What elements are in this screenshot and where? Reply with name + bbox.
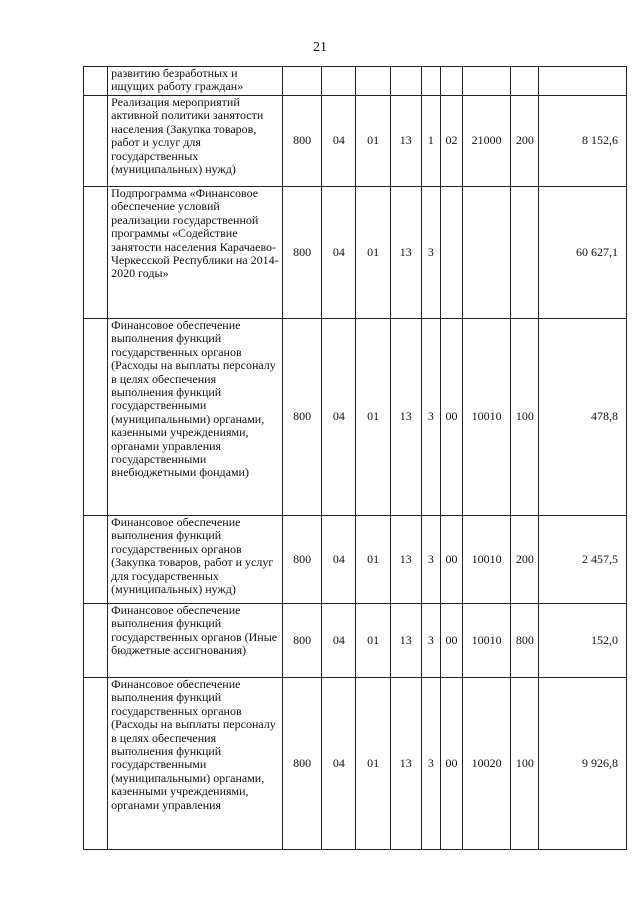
expense-type-code: 100 bbox=[511, 319, 539, 516]
table-row bbox=[84, 96, 627, 187]
program-code: 13 bbox=[390, 96, 421, 187]
amount: 2 457,5 bbox=[539, 516, 627, 604]
blank-cell bbox=[84, 187, 108, 319]
table-row bbox=[84, 678, 627, 850]
item-name: Финансовое обеспечение выполнения функций государственных органов (Иные бюджетные ассигнования) bbox=[108, 604, 283, 678]
admin-code: 800 bbox=[283, 187, 322, 319]
admin-code: 800 bbox=[283, 516, 322, 604]
direction-code: 10010 bbox=[463, 604, 511, 678]
admin-code: 800 bbox=[283, 678, 322, 850]
activity-code bbox=[440, 187, 462, 319]
expense-type-code bbox=[511, 67, 539, 96]
activity-code bbox=[440, 67, 462, 96]
blank-cell bbox=[84, 604, 108, 678]
item-name: Финансовое обеспечение выполнения функций государственных органов (Закупка товаров, работ и услуг для государственных (муниципальных) нужд) bbox=[108, 516, 283, 604]
budget-table bbox=[83, 66, 627, 850]
activity-code: 00 bbox=[440, 516, 462, 604]
direction-code: 10010 bbox=[463, 319, 511, 516]
subsection-code: 01 bbox=[356, 678, 390, 850]
subprogram-code: 3 bbox=[421, 516, 440, 604]
admin-code: 800 bbox=[283, 96, 322, 187]
direction-code bbox=[463, 187, 511, 319]
blank-cell bbox=[84, 96, 108, 187]
subsection-code: 01 bbox=[356, 96, 390, 187]
subsection-code bbox=[356, 67, 390, 96]
subprogram-code: 3 bbox=[421, 187, 440, 319]
subprogram-code: 3 bbox=[421, 604, 440, 678]
subsection-code: 01 bbox=[356, 319, 390, 516]
item-name: Реализация мероприятий активной политики занятости населения (Закупка товаров, работ и услуг для государственных (муниципальных) нужд) bbox=[108, 96, 283, 187]
subsection-code: 01 bbox=[356, 604, 390, 678]
section-code: 04 bbox=[322, 604, 356, 678]
expense-type-code: 200 bbox=[511, 516, 539, 604]
admin-code bbox=[283, 67, 322, 96]
direction-code: 21000 bbox=[463, 96, 511, 187]
activity-code: 02 bbox=[440, 96, 462, 187]
amount: 152,0 bbox=[539, 604, 627, 678]
admin-code: 800 bbox=[283, 604, 322, 678]
program-code: 13 bbox=[390, 604, 421, 678]
program-code bbox=[390, 67, 421, 96]
program-code: 13 bbox=[390, 678, 421, 850]
section-code: 04 bbox=[322, 96, 356, 187]
section-code bbox=[322, 67, 356, 96]
subprogram-code: 3 bbox=[421, 319, 440, 516]
program-code: 13 bbox=[390, 319, 421, 516]
table-row bbox=[84, 67, 627, 96]
item-name: Подпрограмма «Финансовое обеспечение условий реализации государственной программы «Содействие занятости населения Карачаево-Черкесской Республики на 2014-2020 годы» bbox=[108, 187, 283, 319]
subprogram-code: 1 bbox=[421, 96, 440, 187]
program-code: 13 bbox=[390, 187, 421, 319]
table-body bbox=[84, 67, 627, 850]
section-code: 04 bbox=[322, 187, 356, 319]
table-row bbox=[84, 516, 627, 604]
section-code: 04 bbox=[322, 516, 356, 604]
section-code: 04 bbox=[322, 319, 356, 516]
activity-code: 00 bbox=[440, 319, 462, 516]
expense-type-code bbox=[511, 187, 539, 319]
blank-cell bbox=[84, 319, 108, 516]
direction-code bbox=[463, 67, 511, 96]
table-row bbox=[84, 319, 627, 516]
direction-code: 10020 bbox=[463, 678, 511, 850]
blank-cell bbox=[84, 678, 108, 850]
activity-code: 00 bbox=[440, 678, 462, 850]
amount: 478,8 bbox=[539, 319, 627, 516]
subprogram-code bbox=[421, 67, 440, 96]
admin-code: 800 bbox=[283, 319, 322, 516]
item-name: Финансовое обеспечение выполнения функций государственных органов (Расходы на выплаты персоналу в целях обеспечения выполнения функций государственными (муниципальными) органами, казенными учреждениями, органами управления государственными внебюджетными фондами) bbox=[108, 319, 283, 516]
program-code: 13 bbox=[390, 516, 421, 604]
item-name: Финансовое обеспечение выполнения функций государственных органов (Расходы на выплаты персоналу в целях обеспечения выполнения функций государственными (муниципальными) органами, казенными учреждениями, органами управления bbox=[108, 678, 283, 850]
section-code: 04 bbox=[322, 678, 356, 850]
activity-code: 00 bbox=[440, 604, 462, 678]
amount bbox=[539, 67, 627, 96]
page-number: 21 bbox=[313, 40, 327, 55]
expense-type-code: 200 bbox=[511, 96, 539, 187]
expense-type-code: 800 bbox=[511, 604, 539, 678]
amount: 8 152,6 bbox=[539, 96, 627, 187]
blank-cell bbox=[84, 67, 108, 96]
subprogram-code: 3 bbox=[421, 678, 440, 850]
table-row bbox=[84, 604, 627, 678]
amount: 60 627,1 bbox=[539, 187, 627, 319]
subsection-code: 01 bbox=[356, 516, 390, 604]
blank-cell bbox=[84, 516, 108, 604]
subsection-code: 01 bbox=[356, 187, 390, 319]
amount: 9 926,8 bbox=[539, 678, 627, 850]
item-name: развитию безработных и ищущих работу граждан» bbox=[108, 67, 283, 96]
direction-code: 10010 bbox=[463, 516, 511, 604]
table-row bbox=[84, 187, 627, 319]
expense-type-code: 100 bbox=[511, 678, 539, 850]
